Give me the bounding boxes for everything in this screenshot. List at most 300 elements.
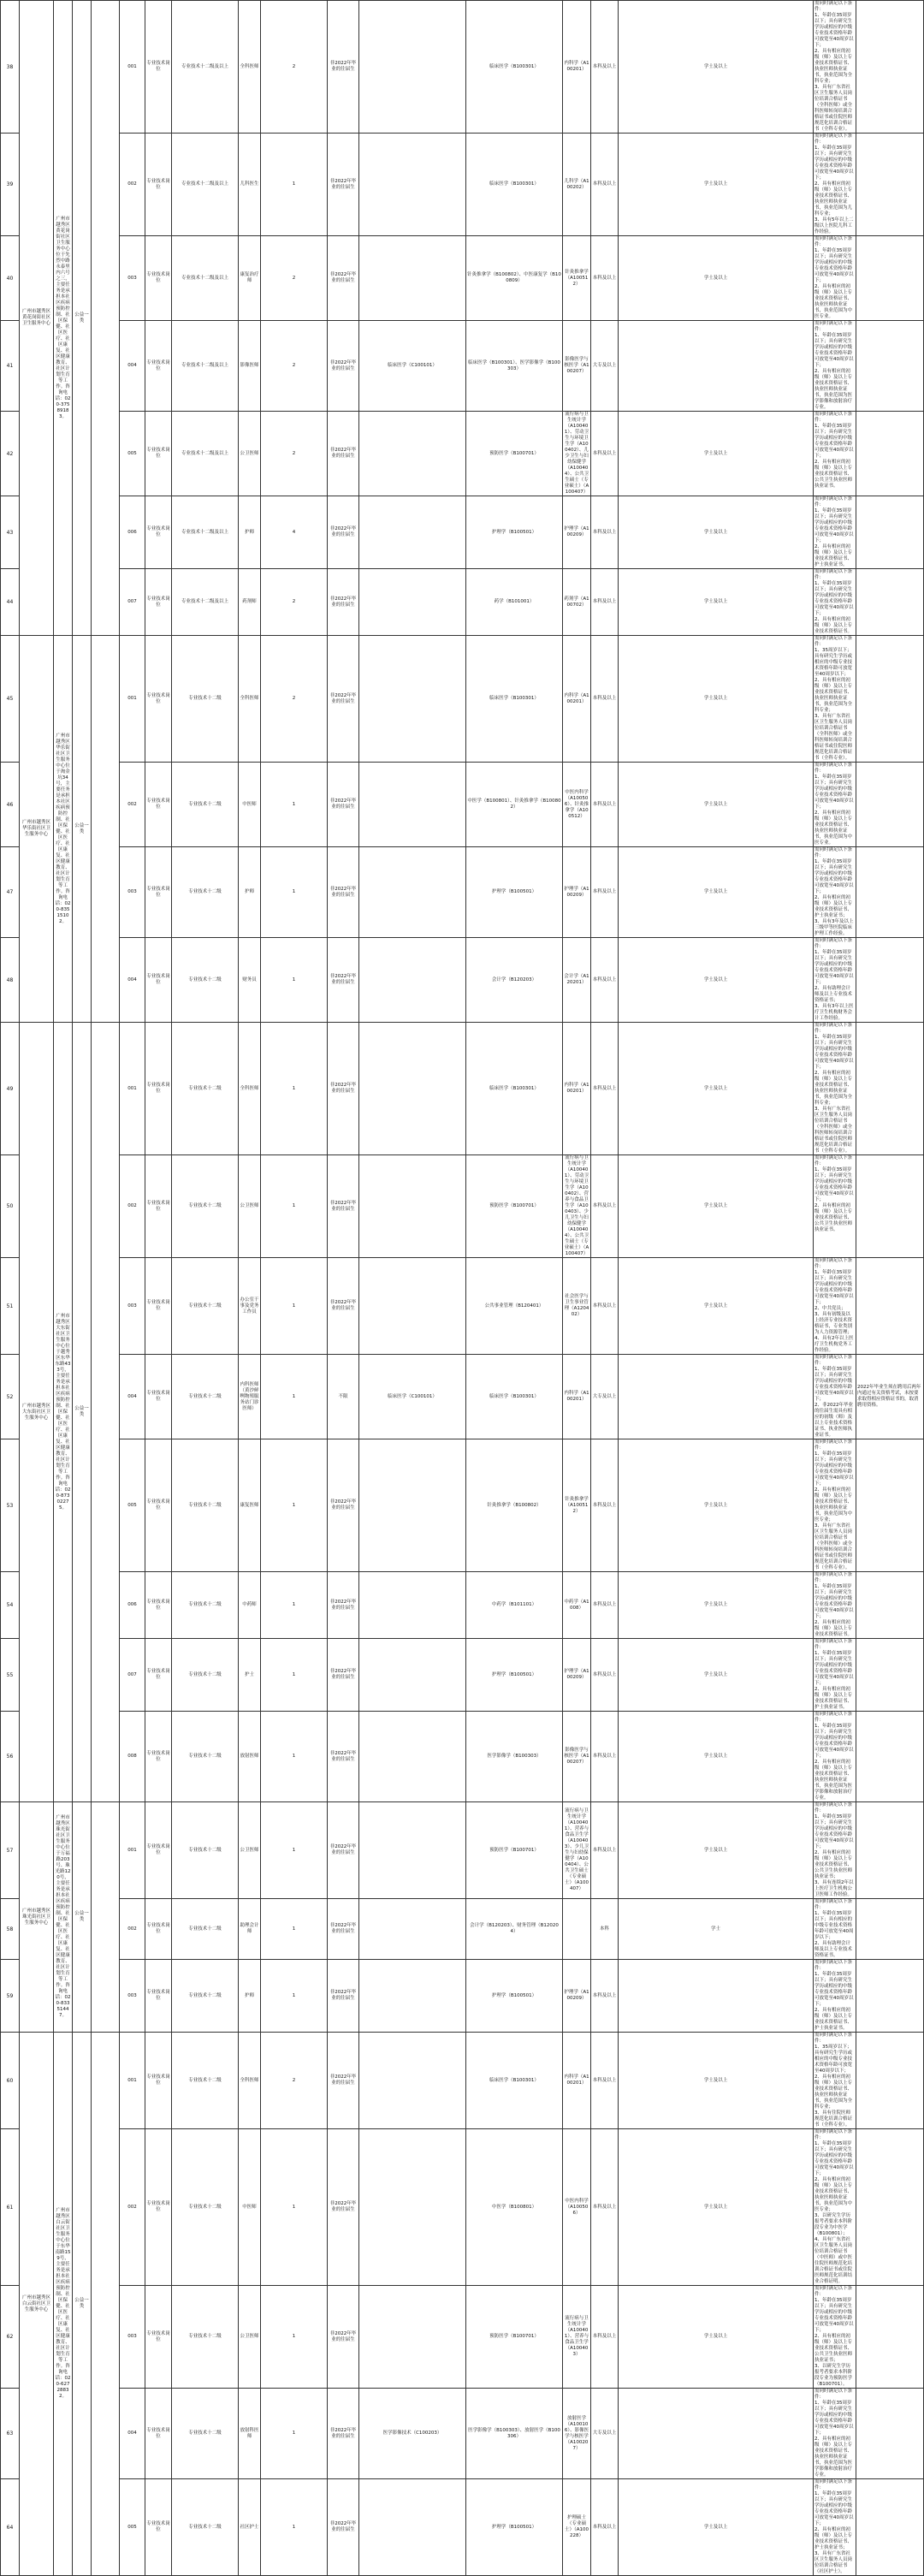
education: 本科及以上 — [591, 496, 619, 569]
post-count: 1 — [261, 1258, 328, 1355]
degree: 学士及以上 — [619, 847, 814, 938]
post-code: 004 — [120, 938, 145, 1023]
post-code: 006 — [120, 1572, 145, 1639]
post-count: 1 — [261, 1355, 328, 1439]
row-number: 62 — [1, 2286, 20, 2389]
major-graduate: 内科学（A100201） — [563, 1355, 591, 1439]
post-grade: 专业技术十二级 — [172, 1960, 239, 2033]
major-bachelor: 针灸推拿学（B100802） — [466, 1439, 563, 1572]
post-name: 放射医师 — [239, 1712, 261, 1802]
target-group: 非2022年毕业的往届生 — [328, 1258, 359, 1355]
row-number: 38 — [1, 1, 20, 134]
table-row — [1, 1899, 924, 1960]
post-count: 1 — [261, 847, 328, 938]
education: 本科及以上 — [591, 1439, 619, 1572]
post-class: 专业技术岗位 — [145, 1712, 172, 1802]
post-code: 003 — [120, 1960, 145, 2033]
major-bachelor: 会计学（B120203）、财务管理（B120204） — [466, 1899, 563, 1960]
major-bachelor: 护理学（B100501） — [466, 1960, 563, 2033]
unit-description: 广州市越秀区华乐街社区卫生服务中心位于淘金坑34号，主要任务是承担本社区疾病预防控制、社区保健、社区医疗、社区康复、社区健康教育、社区计划生育等工作。咨询电话：020-83515102。 — [54, 636, 73, 1023]
major-graduate: 内科学（A100201） — [563, 1023, 591, 1155]
table-row — [1, 1802, 924, 1899]
target-group: 非2022年毕业的往届生 — [328, 496, 359, 569]
post-name: 公卫医师 — [239, 2286, 261, 2389]
requirements: 需同时满足以下条件： 1、年龄在35周岁以下；具有研究生学历或相应的中级专业技术资格年龄可放宽至40周岁以下； 2、具有相应的初级（师）及以上专业技术资格证书、执业医师执业证书，执业范围为全科专业； 3、具有广东省社区卫生服务人员岗位培训合格证书（全科医师）或全科医师转岗培训合格证书或住院医师规范化培训合格证书（全科专业）。 — [814, 1023, 856, 1155]
education: 大专及以上 — [591, 2389, 619, 2479]
post-count: 1 — [261, 1960, 328, 2033]
education: 本科及以上 — [591, 1023, 619, 1155]
post-count: 1 — [261, 2479, 328, 2576]
target-group: 非2022年毕业的往届生 — [328, 412, 359, 496]
blank-cell — [92, 2033, 120, 2576]
table-row — [1, 763, 924, 847]
degree: 学士及以上 — [619, 763, 814, 847]
requirements: 需同时满足以下条件： 1、年龄在35周岁以下；具有研究生学历或相应的中级专业技术资格年龄可放宽至40周岁以下； 2、具有相应的初级（师）及以上专业技术资格证书、公共卫生执业医师执业证书。 — [814, 1155, 856, 1258]
education: 本科及以上 — [591, 1960, 619, 2033]
major-bachelor: 中医学（B100801） — [466, 2129, 563, 2286]
education: 大专及以上 — [591, 321, 619, 412]
row-number: 55 — [1, 1639, 20, 1712]
target-group: 非2022年毕业的往届生 — [328, 1712, 359, 1802]
major-college — [359, 2286, 466, 2389]
requirements: 需同时满足以下条件： 1、年龄在35周岁以下；具有研究生学历或相应的中级专业技术资格年龄可放宽至40周岁以下； 2、具有相应的初级（师）及以上专业技术资格证书、执业医师执业证书，执业范围为医学影像和放射治疗专业。 — [814, 321, 856, 412]
post-count: 1 — [261, 2286, 328, 2389]
unit-description: 广州市越秀区黄花岗街社区卫生服务中心位于先烈中路永泰里内六号之三，主要任务是承担本社区疾病预防控制、社区保健、社区医疗、社区康复、社区健康教育、社区计划生育等工作。咨询电话：020-37589183。 — [54, 1, 73, 636]
post-grade: 专业技术十二级 — [172, 1439, 239, 1572]
major-graduate: 流行病与卫生统计学（A100401）、营养与食品卫生学（A100403）、少儿卫生与妇幼保健学（A100404）、公共卫生硕士（专业硕士）（A100407） — [563, 1802, 591, 1899]
row-number: 63 — [1, 2389, 20, 2479]
target-group: 非2022年毕业的往届生 — [328, 938, 359, 1023]
degree: 学士及以上 — [619, 134, 814, 236]
post-code: 002 — [120, 2129, 145, 2286]
major-graduate: 影像医学与核医学（A100207） — [563, 1712, 591, 1802]
post-count: 1 — [261, 1712, 328, 1802]
remarks — [856, 2389, 924, 2479]
post-code: 007 — [120, 1639, 145, 1712]
target-group: 非2022年毕业的往届生 — [328, 2286, 359, 2389]
degree: 学士及以上 — [619, 2129, 814, 2286]
major-college — [359, 1802, 466, 1899]
post-grade: 专业技术十二级及以上 — [172, 412, 239, 496]
post-class: 专业技术岗位 — [145, 2286, 172, 2389]
requirements: 需同时满足以下条件： 1、年龄在35周岁以下；具有研究生学历或相应的中级专业技术资格年龄可放宽至40周岁以下； 2、具有相应的初级（师）及以上专业技术资格证书、执业医师执业证书，执业范围为中医专业。 — [814, 763, 856, 847]
major-bachelor: 护理学（B100501） — [466, 1639, 563, 1712]
post-grade: 专业技术十二级 — [172, 1712, 239, 1802]
remarks: 2022年毕业生须在聘用后两年内通过有关资格考试，未按要求取得相应资格证书的，取消聘用资格。 — [856, 1355, 924, 1439]
major-bachelor: 临床医学（B100301） — [466, 134, 563, 236]
table-row — [1, 134, 924, 236]
post-code: 002 — [120, 1899, 145, 1960]
post-name: 护师 — [239, 1960, 261, 2033]
row-number: 46 — [1, 763, 20, 847]
major-bachelor: 预防医学（B100701） — [466, 2286, 563, 2389]
post-count: 2 — [261, 636, 328, 763]
target-group: 非2022年毕业的往届生 — [328, 1, 359, 134]
requirements: 需同时满足以下条件： 1、年龄在35周岁以下；具有研究生学历或相应的中级专业技术资格年龄可放宽至40周岁以下； 2、具有相应的初级（师）及以上专业技术资格证书、执业医师执业证书，执业范围为中医专业。 — [814, 236, 856, 321]
post-name: 儿科医生 — [239, 134, 261, 236]
major-graduate: 针灸推拿学（A100512） — [563, 236, 591, 321]
major-college — [359, 636, 466, 763]
post-name: 内科医师（黄沙鲜咧物殖服务站门诊医师） — [239, 1355, 261, 1439]
major-graduate: 儿科学（A100202） — [563, 134, 591, 236]
education: 本科及以上 — [591, 236, 619, 321]
table-row — [1, 1639, 924, 1712]
degree: 学士及以上 — [619, 938, 814, 1023]
requirements: 需同时满足以下条件： 1、年龄在35周岁以下；具有研究生学历或相应的中级专业技术资格年龄可放宽至40周岁以下； 2、具有相应的初级（师）及以上专业技术资格证书、执业医师执业证书，执业范围为医学影像和放射治疗专业。 — [814, 1712, 856, 1802]
post-name: 中医师 — [239, 763, 261, 847]
target-group: 非2022年毕业的往届生 — [328, 847, 359, 938]
funding-type: 公益一类 — [73, 636, 92, 1023]
remarks — [856, 2479, 924, 2576]
major-graduate: 内科学（A100201） — [563, 1, 591, 134]
education: 本科及以上 — [591, 1258, 619, 1355]
post-class: 专业技术岗位 — [145, 636, 172, 763]
post-name: 护士 — [239, 1639, 261, 1712]
requirements: 需同时满足以下条件： 1、年龄在35周岁以下；具有研究生学历或相应的中级专业技术资格年龄可放宽至40周岁以下； 2、具有相应的初级（师）及以上专业技术资格证书、护士执业证书； 3、具有广东省社区卫生服务人员岗位培训合格证书（社区护士）。 — [814, 2479, 856, 2576]
table-body — [1, 1, 924, 2576]
degree: 学士及以上 — [619, 1155, 814, 1258]
major-college — [359, 1572, 466, 1639]
major-graduate — [563, 1899, 591, 1960]
post-grade: 专业技术十二级 — [172, 2286, 239, 2389]
post-class: 专业技术岗位 — [145, 2389, 172, 2479]
post-count: 2 — [261, 2033, 328, 2129]
post-code: 004 — [120, 1355, 145, 1439]
major-graduate: 针灸推拿学（A100512） — [563, 1439, 591, 1572]
post-class: 专业技术岗位 — [145, 2033, 172, 2129]
post-count: 1 — [261, 763, 328, 847]
post-class: 专业技术岗位 — [145, 1639, 172, 1712]
requirements: 需同时满足以下条件： 1、年龄在35周岁以下；具有研究生学历或相应的中级专业技术资格年龄可放宽至40周岁以下； 2、具有相应的初级（师）及以上专业技术资格证书、执业医师执业证书，执业范围为中医专业； 3、具有广东省社区卫生服务人员岗位培训合格证书（全科医师）或全科医师转岗培训合格证书或住院医师规范化培训合格证书（全科专业）。 — [814, 1439, 856, 1572]
education: 本科及以上 — [591, 1639, 619, 1712]
row-number: 44 — [1, 569, 20, 636]
target-group: 非2022年毕业的往届生 — [328, 2129, 359, 2286]
post-class: 专业技术岗位 — [145, 1258, 172, 1355]
post-class: 专业技术岗位 — [145, 1355, 172, 1439]
unit-name: 广州市越秀区大东街社区卫生服务中心 — [20, 1023, 54, 1802]
post-name: 公卫医师 — [239, 1802, 261, 1899]
post-code: 005 — [120, 1439, 145, 1572]
table-row — [1, 1355, 924, 1439]
post-class: 专业技术岗位 — [145, 569, 172, 636]
degree: 学士及以上 — [619, 569, 814, 636]
major-bachelor: 预防医学（B100701） — [466, 412, 563, 496]
remarks — [856, 2286, 924, 2389]
post-count: 1 — [261, 1155, 328, 1258]
major-bachelor: 公共事业管理（B120401） — [466, 1258, 563, 1355]
remarks — [856, 1258, 924, 1355]
remarks — [856, 763, 924, 847]
degree — [619, 321, 814, 412]
blank-cell — [92, 1802, 120, 2033]
education: 本科及以上 — [591, 412, 619, 496]
post-name: 助理会计师 — [239, 1899, 261, 1960]
major-graduate: 会计学（A120201） — [563, 938, 591, 1023]
post-name: 护师 — [239, 496, 261, 569]
table-row — [1, 496, 924, 569]
major-bachelor: 预防医学（B100701） — [466, 1155, 563, 1258]
post-count: 1 — [261, 1802, 328, 1899]
post-count: 1 — [261, 1639, 328, 1712]
education: 本科及以上 — [591, 763, 619, 847]
table-row — [1, 1439, 924, 1572]
post-code: 004 — [120, 2389, 145, 2479]
post-name: 康复医师 — [239, 1439, 261, 1572]
table-row — [1, 1712, 924, 1802]
table-row — [1, 569, 924, 636]
post-code: 008 — [120, 1712, 145, 1802]
degree — [619, 1960, 814, 2033]
major-college — [359, 496, 466, 569]
major-college — [359, 1712, 466, 1802]
row-number: 42 — [1, 412, 20, 496]
post-grade: 专业技术十二级 — [172, 2479, 239, 2576]
row-number: 45 — [1, 636, 20, 763]
requirements: 需同时满足以下条件： 1、年龄在35周岁以下；具有研究生学历或相应的中级专业技术资格年龄可放宽至40周岁以下； 2、具有相应的初级（师）及以上专业技术资格证书、护士执业证书。 — [814, 1960, 856, 2033]
requirements: 需同时满足以下条件： 1、年龄在35周岁以下；具有研究生学历或相应的中级专业技术资格年龄可放宽至40周岁以下； 2、具有助理会计师及以上专业技术资格证书； 3、具有3年以上医疗卫生机构财务会计工作经验。 — [814, 938, 856, 1023]
post-grade: 专业技术十二级 — [172, 2389, 239, 2479]
target-group: 非2022年毕业的往届生 — [328, 2033, 359, 2129]
degree: 学士及以上 — [619, 412, 814, 496]
post-grade: 专业技术十二级及以上 — [172, 496, 239, 569]
post-name: 中药师 — [239, 1572, 261, 1639]
row-number: 48 — [1, 938, 20, 1023]
post-code: 002 — [120, 763, 145, 847]
post-count: 2 — [261, 569, 328, 636]
table-row — [1, 2033, 924, 2129]
major-college — [359, 1023, 466, 1155]
major-graduate: 流行病与卫生统计学（A100401）、劳动卫生与环境卫生学（A100402）、营养与食品卫生学（A100403）、少儿卫生与妇幼保健学（A100404）、公共卫生硕士（专业硕士）（A100407） — [563, 1155, 591, 1258]
requirements: 需同时满足以下条件： 1、年龄在35周岁以下；具有研究生学历或相应的中级专业技术资格年龄可放宽至40周岁以下； 2、中共党员； 3、具有初级及以上经济专业技术资格证书，专业类别为人力资源管理； 4、具有2年以上医疗卫生机构党务工作经验。 — [814, 1258, 856, 1355]
requirements: 需同时满足以下条件： 1、年龄在35周岁以下；具有研究生学历或相应的中级专业技术资格年龄可放宽至40周岁以下； 2、具有相应的初级（师）及以上专业技术资格证书、公共卫生执业医师执业证书； 3、具有连续2年以上医疗卫生机构公卫医师工作经验。 — [814, 1802, 856, 1899]
education: 本科及以上 — [591, 1802, 619, 1899]
major-bachelor: 医学影像学（B100303）、放射医学（B100306） — [466, 2389, 563, 2479]
unit-name: 广州市越秀区黄花岗街社区卫生服务中心 — [20, 1, 54, 636]
post-count: 1 — [261, 2389, 328, 2479]
post-name: 放射科医师 — [239, 2389, 261, 2479]
post-grade: 专业技术十二级 — [172, 1023, 239, 1155]
post-code: 002 — [120, 134, 145, 236]
post-name: 社区护士 — [239, 2479, 261, 2576]
major-graduate: 流行病与卫生统计学（A100401）、劳动卫生与环境卫生学（A100402）、儿少卫生与妇幼保健学（A100404）、公共卫生硕士（专业硕士）（A100407） — [563, 412, 591, 496]
funding-type: 公益一类 — [73, 2033, 92, 2576]
table-row — [1, 636, 924, 763]
requirements: 需同时满足以下条件： 1、年龄在35周岁以下；具有研究生学历或相应的中级专业技术资格年龄可放宽至40周岁以下； 2、具有相应的初级（师）及以上专业技术资格证书、公共卫生执业医师执业证书。 — [814, 412, 856, 496]
major-graduate: 中医内科学（A100506） — [563, 2129, 591, 2286]
remarks — [856, 321, 924, 412]
row-number: 40 — [1, 236, 20, 321]
post-class: 专业技术岗位 — [145, 2479, 172, 2576]
education: 本科及以上 — [591, 2286, 619, 2389]
post-name: 康复治疗师 — [239, 236, 261, 321]
education: 本科及以上 — [591, 1712, 619, 1802]
post-code: 006 — [120, 496, 145, 569]
post-grade: 专业技术十二级及以上 — [172, 1, 239, 134]
table-row — [1, 321, 924, 412]
target-group: 非2022年毕业的往届生 — [328, 1639, 359, 1712]
table-row — [1, 938, 924, 1023]
table-row — [1, 2479, 924, 2576]
post-count: 2 — [261, 412, 328, 496]
major-college: 医学影像技术（C100203） — [359, 2389, 466, 2479]
post-count: 1 — [261, 2129, 328, 2286]
requirements: 需同时满足以下条件： 1、年龄在35周岁以下；具有研究生学历或相应的中级专业技术资格年龄可放宽至40周岁以下； 2、具有相应的初级（师）及以上专业技术资格证书、执业医师执业证书，执业范围为中医专业； 3、以研究生学历报考者要求本科阶段专业为中医学（B100801）； 4、具有广东省社区卫生服务人员岗位培训合格证书（中医师）或中医住院医师规范化培训合格证书或住院医师规范化培训结业合格证明。 — [814, 2129, 856, 2286]
post-code: 005 — [120, 2479, 145, 2576]
post-count: 4 — [261, 496, 328, 569]
major-bachelor: 预防医学（B100701） — [466, 1802, 563, 1899]
major-college — [359, 134, 466, 236]
major-bachelor: 中药学（B101101） — [466, 1572, 563, 1639]
post-name: 中医师 — [239, 2129, 261, 2286]
major-college — [359, 1960, 466, 2033]
major-graduate: 中医内科学（A100506）、针灸推拿学（A100512） — [563, 763, 591, 847]
remarks — [856, 496, 924, 569]
table-row — [1, 1023, 924, 1155]
row-number: 47 — [1, 847, 20, 938]
table-row — [1, 1960, 924, 2033]
major-bachelor: 中医学（B100801）、针灸推拿学（B100802） — [466, 763, 563, 847]
requirements: 需同时满足以下条件： 1、年龄在35周岁以下；具有研究生学历或相应的中级专业技术资格年龄可放宽至40周岁以下； 2、具有相应的初级（师）及以上专业技术资格证书、执业医师执业证书，执业范围为医学影像和放射治疗专业。 — [814, 2389, 856, 2479]
target-group: 不限 — [328, 1355, 359, 1439]
funding-type: 公益一类 — [73, 1, 92, 636]
post-class: 专业技术岗位 — [145, 412, 172, 496]
blank-cell — [92, 1023, 120, 1802]
post-class: 专业技术岗位 — [145, 1155, 172, 1258]
target-group: 非2022年毕业的往届生 — [328, 1802, 359, 1899]
major-college — [359, 569, 466, 636]
remarks — [856, 1802, 924, 1899]
major-bachelor: 临床医学（B100301） — [466, 1355, 563, 1439]
education: 本科及以上 — [591, 2033, 619, 2129]
post-count: 1 — [261, 1439, 328, 1572]
post-grade: 专业技术十二级 — [172, 1258, 239, 1355]
major-bachelor: 临床医学（B100301） — [466, 2033, 563, 2129]
degree — [619, 1355, 814, 1439]
remarks — [856, 636, 924, 763]
target-group: 非2022年毕业的往届生 — [328, 569, 359, 636]
major-bachelor: 针灸推拿学（B100802）、中医康复学（B100809） — [466, 236, 563, 321]
table-row — [1, 2286, 924, 2389]
post-class: 专业技术岗位 — [145, 1572, 172, 1639]
remarks — [856, 847, 924, 938]
row-number: 52 — [1, 1355, 20, 1439]
requirements: 需同时满足以下条件： 1、年龄在35周岁以下；具有研究生学历或相应的中级专业技术资格年龄可放宽至40周岁以下； 2、具有相应的初级（师）及以上专业技术资格证书、护士执业证书。 — [814, 1639, 856, 1712]
table-row — [1, 1, 924, 134]
post-count: 1 — [261, 938, 328, 1023]
requirements: 需同时满足以下条件： 1、年龄在35周岁以下；具有研究生学历或相应的中级专业技术资格年龄可放宽至40周岁以下； 2、非2022年毕业的往届生需具有相应的初级（师）及以上专业技术资格证书、执业医师执业证书。 — [814, 1355, 856, 1439]
post-grade: 专业技术十二级 — [172, 1355, 239, 1439]
unit-description: 广州市越秀区白云街社区卫生服务中心位于东华南路159号，主要任务是承担本社区疾病预防控制、社区保健、社区医疗、社区康复、社区健康教育、社区计划生育等工作。咨询电话：020-62728832。 — [54, 2033, 73, 2576]
post-code: 003 — [120, 236, 145, 321]
target-group: 非2022年毕业的往届生 — [328, 236, 359, 321]
post-name: 药剂师 — [239, 569, 261, 636]
row-number: 58 — [1, 1899, 20, 1960]
row-number: 54 — [1, 1572, 20, 1639]
major-college — [359, 412, 466, 496]
post-grade: 专业技术十二级及以上 — [172, 569, 239, 636]
education: 本科及以上 — [591, 847, 619, 938]
requirements: 需同时满足以下条件： 1、年龄在35周岁以下；具有研究生学历或相应的中级专业技术资格年龄可放宽至40周岁以下； 2、具有相应的初级（师）及以上专业技术资格证书、执业医师执业证书，执业范围为全科专业； 3、具有广东省社区卫生服务人员岗位培训合格证书（全科医师）或全科医师转岗培训合格证书或住院医师规范化培训合格证书（全科专业）。 — [814, 1, 856, 134]
post-grade: 专业技术十二级 — [172, 1155, 239, 1258]
post-class: 专业技术岗位 — [145, 236, 172, 321]
major-college — [359, 938, 466, 1023]
degree: 学士及以上 — [619, 1258, 814, 1355]
major-bachelor: 护理学（B100501） — [466, 2479, 563, 2576]
unit-description: 广州市越秀区珠光街社区卫生服务中心位于万福路203号、珠光路120号，主要任务是承担本社区疾病预防控制、社区保健、社区医疗、社区康复、社区健康教育、社区计划生育等工作。咨询电话：020-83351447。 — [54, 1802, 73, 2033]
education: 大专及以上 — [591, 1355, 619, 1439]
funding-type: 公益一类 — [73, 1023, 92, 1802]
education: 本科及以上 — [591, 636, 619, 763]
post-name: 公卫医师 — [239, 412, 261, 496]
major-graduate: 内科学（A100201） — [563, 636, 591, 763]
major-college: 临床医学（C100101） — [359, 1355, 466, 1439]
post-code: 001 — [120, 636, 145, 763]
row-number: 59 — [1, 1960, 20, 2033]
post-count: 1 — [261, 1899, 328, 1960]
post-code: 001 — [120, 1802, 145, 1899]
post-grade: 专业技术十二级及以上 — [172, 321, 239, 412]
post-grade: 专业技术十二级及以上 — [172, 134, 239, 236]
major-college — [359, 1899, 466, 1960]
major-college — [359, 1639, 466, 1712]
post-class: 专业技术岗位 — [145, 321, 172, 412]
major-graduate: 护理学（A100209） — [563, 1639, 591, 1712]
post-count: 2 — [261, 321, 328, 412]
post-name: 公卫医师 — [239, 1155, 261, 1258]
remarks — [856, 134, 924, 236]
blank-cell — [92, 1, 120, 636]
remarks — [856, 1, 924, 134]
post-name: 影像医师 — [239, 321, 261, 412]
post-code: 005 — [120, 412, 145, 496]
post-count: 2 — [261, 1, 328, 134]
row-number: 51 — [1, 1258, 20, 1355]
remarks — [856, 1572, 924, 1639]
major-graduate: 放射医学（A100106）、影像医学与核医学（A100207） — [563, 2389, 591, 2479]
major-college — [359, 847, 466, 938]
table-row — [1, 847, 924, 938]
major-graduate: 社会医学与卫生事业管理（A120402） — [563, 1258, 591, 1355]
table-row — [1, 2129, 924, 2286]
post-class: 专业技术岗位 — [145, 1960, 172, 2033]
requirements: 需同时满足以下条件： 1、35周岁以下；具有研究生学历或相应的中级专业技术资格年龄可放宽至40周岁以下； 2、具有相应的初级（师）及以上专业技术资格证书、执业医师执业证书，执业范围为全科专业； 3、具有住院医师规范化培训合格证书（全科专业）。 — [814, 2033, 856, 2129]
post-class: 专业技术岗位 — [145, 1802, 172, 1899]
remarks — [856, 1899, 924, 1960]
post-code: 001 — [120, 1, 145, 134]
post-name: 全科医师 — [239, 1023, 261, 1155]
row-number: 61 — [1, 2129, 20, 2286]
major-graduate: 内科学（A100201） — [563, 2033, 591, 2129]
target-group: 非2022年毕业的往届生 — [328, 763, 359, 847]
post-class: 专业技术岗位 — [145, 1, 172, 134]
degree: 学士及以上 — [619, 1639, 814, 1712]
target-group: 非2022年毕业的往届生 — [328, 321, 359, 412]
row-number: 56 — [1, 1712, 20, 1802]
post-code: 004 — [120, 321, 145, 412]
education: 本科及以上 — [591, 1572, 619, 1639]
post-grade: 专业技术十二级 — [172, 2033, 239, 2129]
post-grade: 专业技术十二级 — [172, 847, 239, 938]
major-graduate: 护理硕士（专业硕士）（A100228） — [563, 2479, 591, 2576]
target-group: 非2022年毕业的往届生 — [328, 2389, 359, 2479]
post-name: 全科医师 — [239, 1, 261, 134]
target-group: 非2022年毕业的往届生 — [328, 2479, 359, 2576]
unit-name: 广州市越秀区白云街社区卫生服务中心 — [20, 2033, 54, 2576]
post-name: 全科医师 — [239, 2033, 261, 2129]
remarks — [856, 1960, 924, 2033]
table-row — [1, 1155, 924, 1258]
remarks — [856, 1639, 924, 1712]
